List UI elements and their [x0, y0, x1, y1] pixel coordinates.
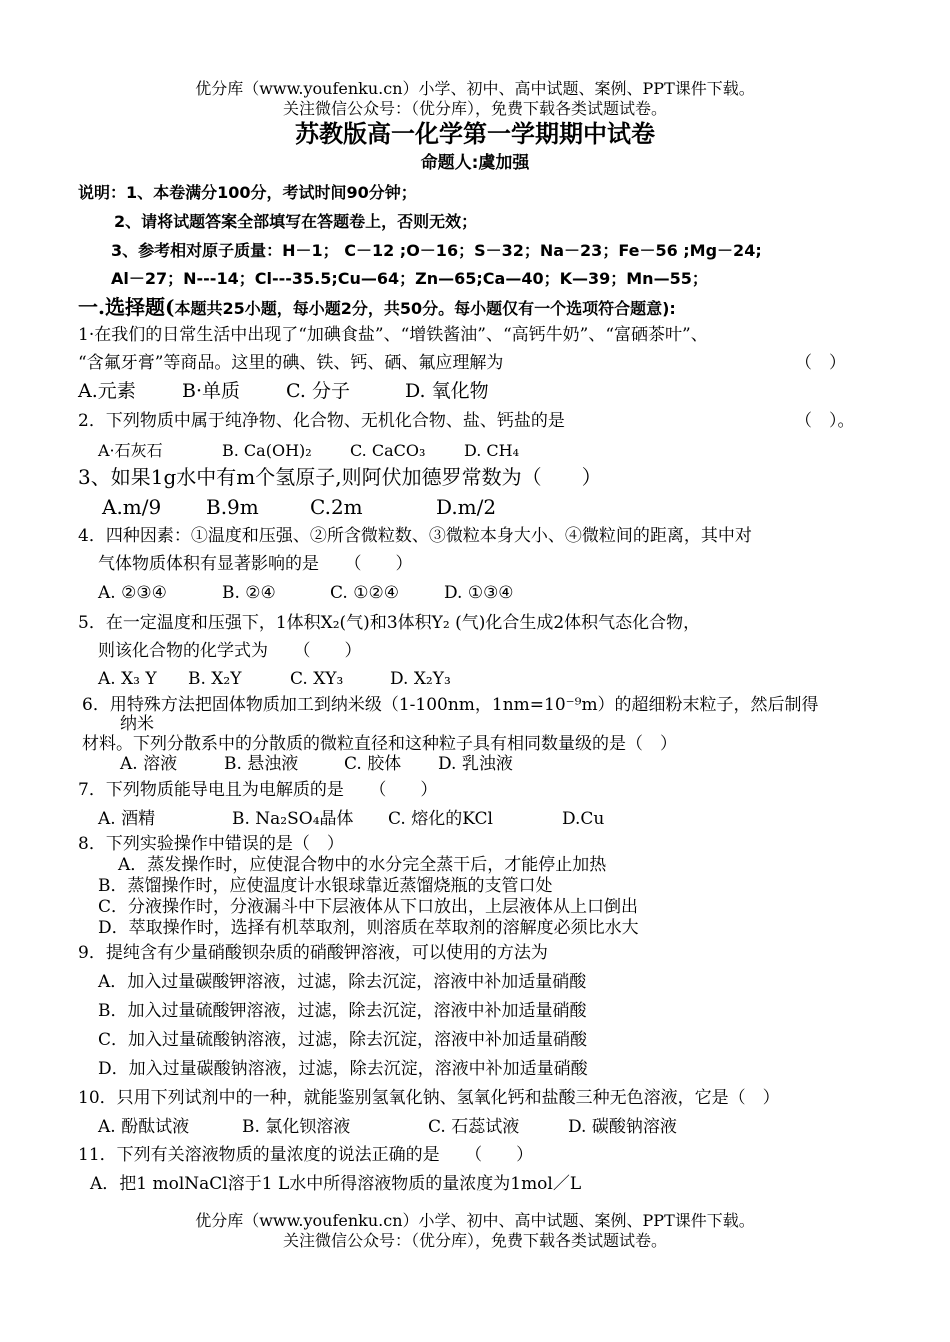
note-1: 说明：1、本卷满分100分，考试时间90分钟； [78, 183, 417, 202]
q6-option-c: C. 胶体 [344, 754, 402, 774]
q4-stem-line-1: 4．四种因素：①温度和压强、②所含微粒数、③微粒本身大小、④微粒间的距离，其中对 [78, 526, 752, 546]
q6-stem-line-1: 6．用特殊方法把固体物质加工到纳米级（1-100nm，1nm=10⁻⁹m）的超细粉末粒子，然后制得 [82, 695, 819, 715]
q7-option-c: C. 熔化的KCl [388, 809, 493, 829]
q5-option-a: A. X₃ Y [98, 669, 157, 689]
q7-option-b: B. Na₂SO₄晶体 [232, 809, 354, 829]
q1-stem-line-1: 1·在我们的日常生活中出现了“加碘食盐”、“增铁酱油”、“高钙牛奶”、“富硒茶叶”、 [78, 325, 708, 345]
q7-option-a: A. 酒精 [98, 809, 156, 829]
q8-option-c: C．分液操作时，分液漏斗中下层液体从下口放出，上层液体从上口倒出 [98, 897, 639, 917]
q5-option-b: B. X₂Y [188, 669, 242, 689]
q11-option-a: A．把1 molNaCl溶于1 L水中所得溶液物质的量浓度为1mol／L [90, 1174, 582, 1194]
q7-stem: 7．下列物质能导电且为电解质的是 （ ） [78, 780, 438, 800]
q4-stem-line-2: 气体物质体积有显著影响的是 （ ） [98, 554, 413, 574]
q9-option-c: C．加入过量硫酸钠溶液，过滤，除去沉淀，溶液中补加适量硝酸 [98, 1030, 588, 1050]
note-3: 3、参考相对原子质量：H－1； C－12 ;O－16；S－32；Na－23；Fe－56 ;Mg－24; [111, 241, 762, 260]
q5-stem-line-2: 则该化合物的化学式为 （ ） [98, 641, 362, 661]
q10-stem: 10．只用下列试剂中的一种，就能鉴别氢氧化钠、氢氧化钙和盐酸三种无色溶液，它是（ ） [78, 1088, 780, 1108]
q1-option-d: D. 氧化物 [405, 380, 489, 402]
q5-option-c: C. XY₃ [290, 669, 344, 689]
section-number: 一.选择题( [78, 295, 175, 319]
q6-option-d: D. 乳浊液 [438, 754, 513, 774]
q4-option-b: B. ②④ [222, 583, 276, 603]
q2-option-c: C. CaCO₃ [350, 441, 426, 460]
q3-option-c: C.2m [310, 495, 363, 519]
q1-answer-bracket: （ ） [795, 353, 846, 373]
q1-option-b: B·单质 [182, 380, 241, 402]
q9-option-d: D．加入过量碳酸钠溶液，过滤，除去沉淀，溶液中补加适量硝酸 [98, 1059, 588, 1079]
q9-option-b: B．加入过量硫酸钾溶液，过滤，除去沉淀，溶液中补加适量硝酸 [98, 1001, 587, 1021]
q2-option-a: A·石灰石 [98, 441, 163, 460]
q6-stem-line-3: 材料。下列分散系中的分散质的微粒直径和这种粒子具有相同数量级的是（ ） [82, 734, 677, 754]
q3-stem: 3、如果1g水中有m个氢原子,则阿伏加德罗常数为（ ） [78, 465, 602, 489]
q8-option-d: D．萃取操作时，选择有机萃取剂，则溶质在萃取剂的溶解度必须比水大 [98, 918, 639, 938]
q5-stem-line-1: 5．在一定温度和压强下，1体积X₂(气)和3体积Y₂ (气)化合生成2体积气态化合物， [78, 613, 701, 633]
q10-option-b: B. 氯化钡溶液 [242, 1117, 351, 1137]
section-heading [78, 296, 676, 320]
q4-option-d: D. ①③④ [444, 583, 514, 603]
q9-option-a: A．加入过量碳酸钾溶液，过滤，除去沉淀，溶液中补加适量硝酸 [98, 972, 587, 992]
footer-line-1: 优分库（www.youfenku.cn）小学、初中、高中试题、案例、PPT课件下载。 [195, 1211, 755, 1230]
header-line-1: 优分库（www.youfenku.cn）小学、初中、高中试题、案例、PPT课件下载。 [195, 79, 755, 98]
q3-option-b: B.9m [206, 495, 259, 519]
q2-option-b: B. Ca(OH)₂ [222, 441, 312, 460]
q2-answer-bracket: （ ）。 [795, 411, 855, 431]
q11-stem: 11．下列有关溶液物质的量浓度的说法正确的是 （ ） [78, 1145, 534, 1165]
footer-line-2: 关注微信公众号：（优分库），免费下载各类试题试卷。 [282, 1231, 667, 1250]
author: 命题人:虞加强 [420, 153, 530, 173]
q8-option-a: A．蒸发操作时，应使混合物中的水分完全蒸干后，才能停止加热 [118, 855, 607, 875]
q4-option-c: C. ①②④ [330, 583, 399, 603]
q1-stem-line-2: “含氟牙膏”等商品。这里的碘、铁、钙、硒、氟应理解为 [78, 353, 504, 373]
q3-option-d: D.m/2 [436, 495, 497, 519]
q7-option-d: D.Cu [562, 809, 605, 829]
q10-option-d: D. 碳酸钠溶液 [568, 1117, 677, 1137]
note-2: 2、请将试题答案全部填写在答题卷上，否则无效； [114, 212, 478, 231]
q2-option-d: D. CH₄ [464, 441, 520, 460]
section-description: 本题共25小题，每小题2分，共50分。每小题仅有一个选项符合题意): [174, 299, 676, 318]
q3-option-a: A.m/9 [102, 495, 162, 519]
q1-option-a: A.元素 [78, 380, 136, 402]
q1-option-c: C. 分子 [286, 380, 350, 402]
note-4: Al－27；N---14；Cl---35.5;Cu—64；Zn—65;Ca—40；K—39；Mn—55； [111, 269, 708, 288]
q6-option-b: B. 悬浊液 [224, 754, 299, 774]
q10-option-c: C. 石蕊试液 [428, 1117, 520, 1137]
header-line-2: 关注微信公众号：（优分库），免费下载各类试题试卷。 [282, 99, 667, 118]
page-title: 苏教版高一化学第一学期期中试卷 [295, 120, 655, 148]
q6-option-a: A. 溶液 [120, 754, 178, 774]
q8-stem: 8．下列实验操作中错误的是（ ） [78, 834, 344, 854]
q4-option-a: A. ②③④ [98, 583, 167, 603]
q6-stem-line-2: 纳米 [120, 714, 154, 734]
q5-option-d: D. X₂Y₃ [390, 669, 451, 689]
q10-option-a: A. 酚酞试液 [98, 1117, 190, 1137]
q8-option-b: B．蒸馏操作时，应使温度计水银球靠近蒸馏烧瓶的支管口处 [98, 876, 553, 896]
q2-stem: 2．下列物质中属于纯净物、化合物、无机化合物、盐、钙盐的是 [78, 411, 565, 431]
q9-stem: 9．提纯含有少量硝酸钡杂质的硝酸钾溶液，可以使用的方法为 [78, 943, 548, 963]
